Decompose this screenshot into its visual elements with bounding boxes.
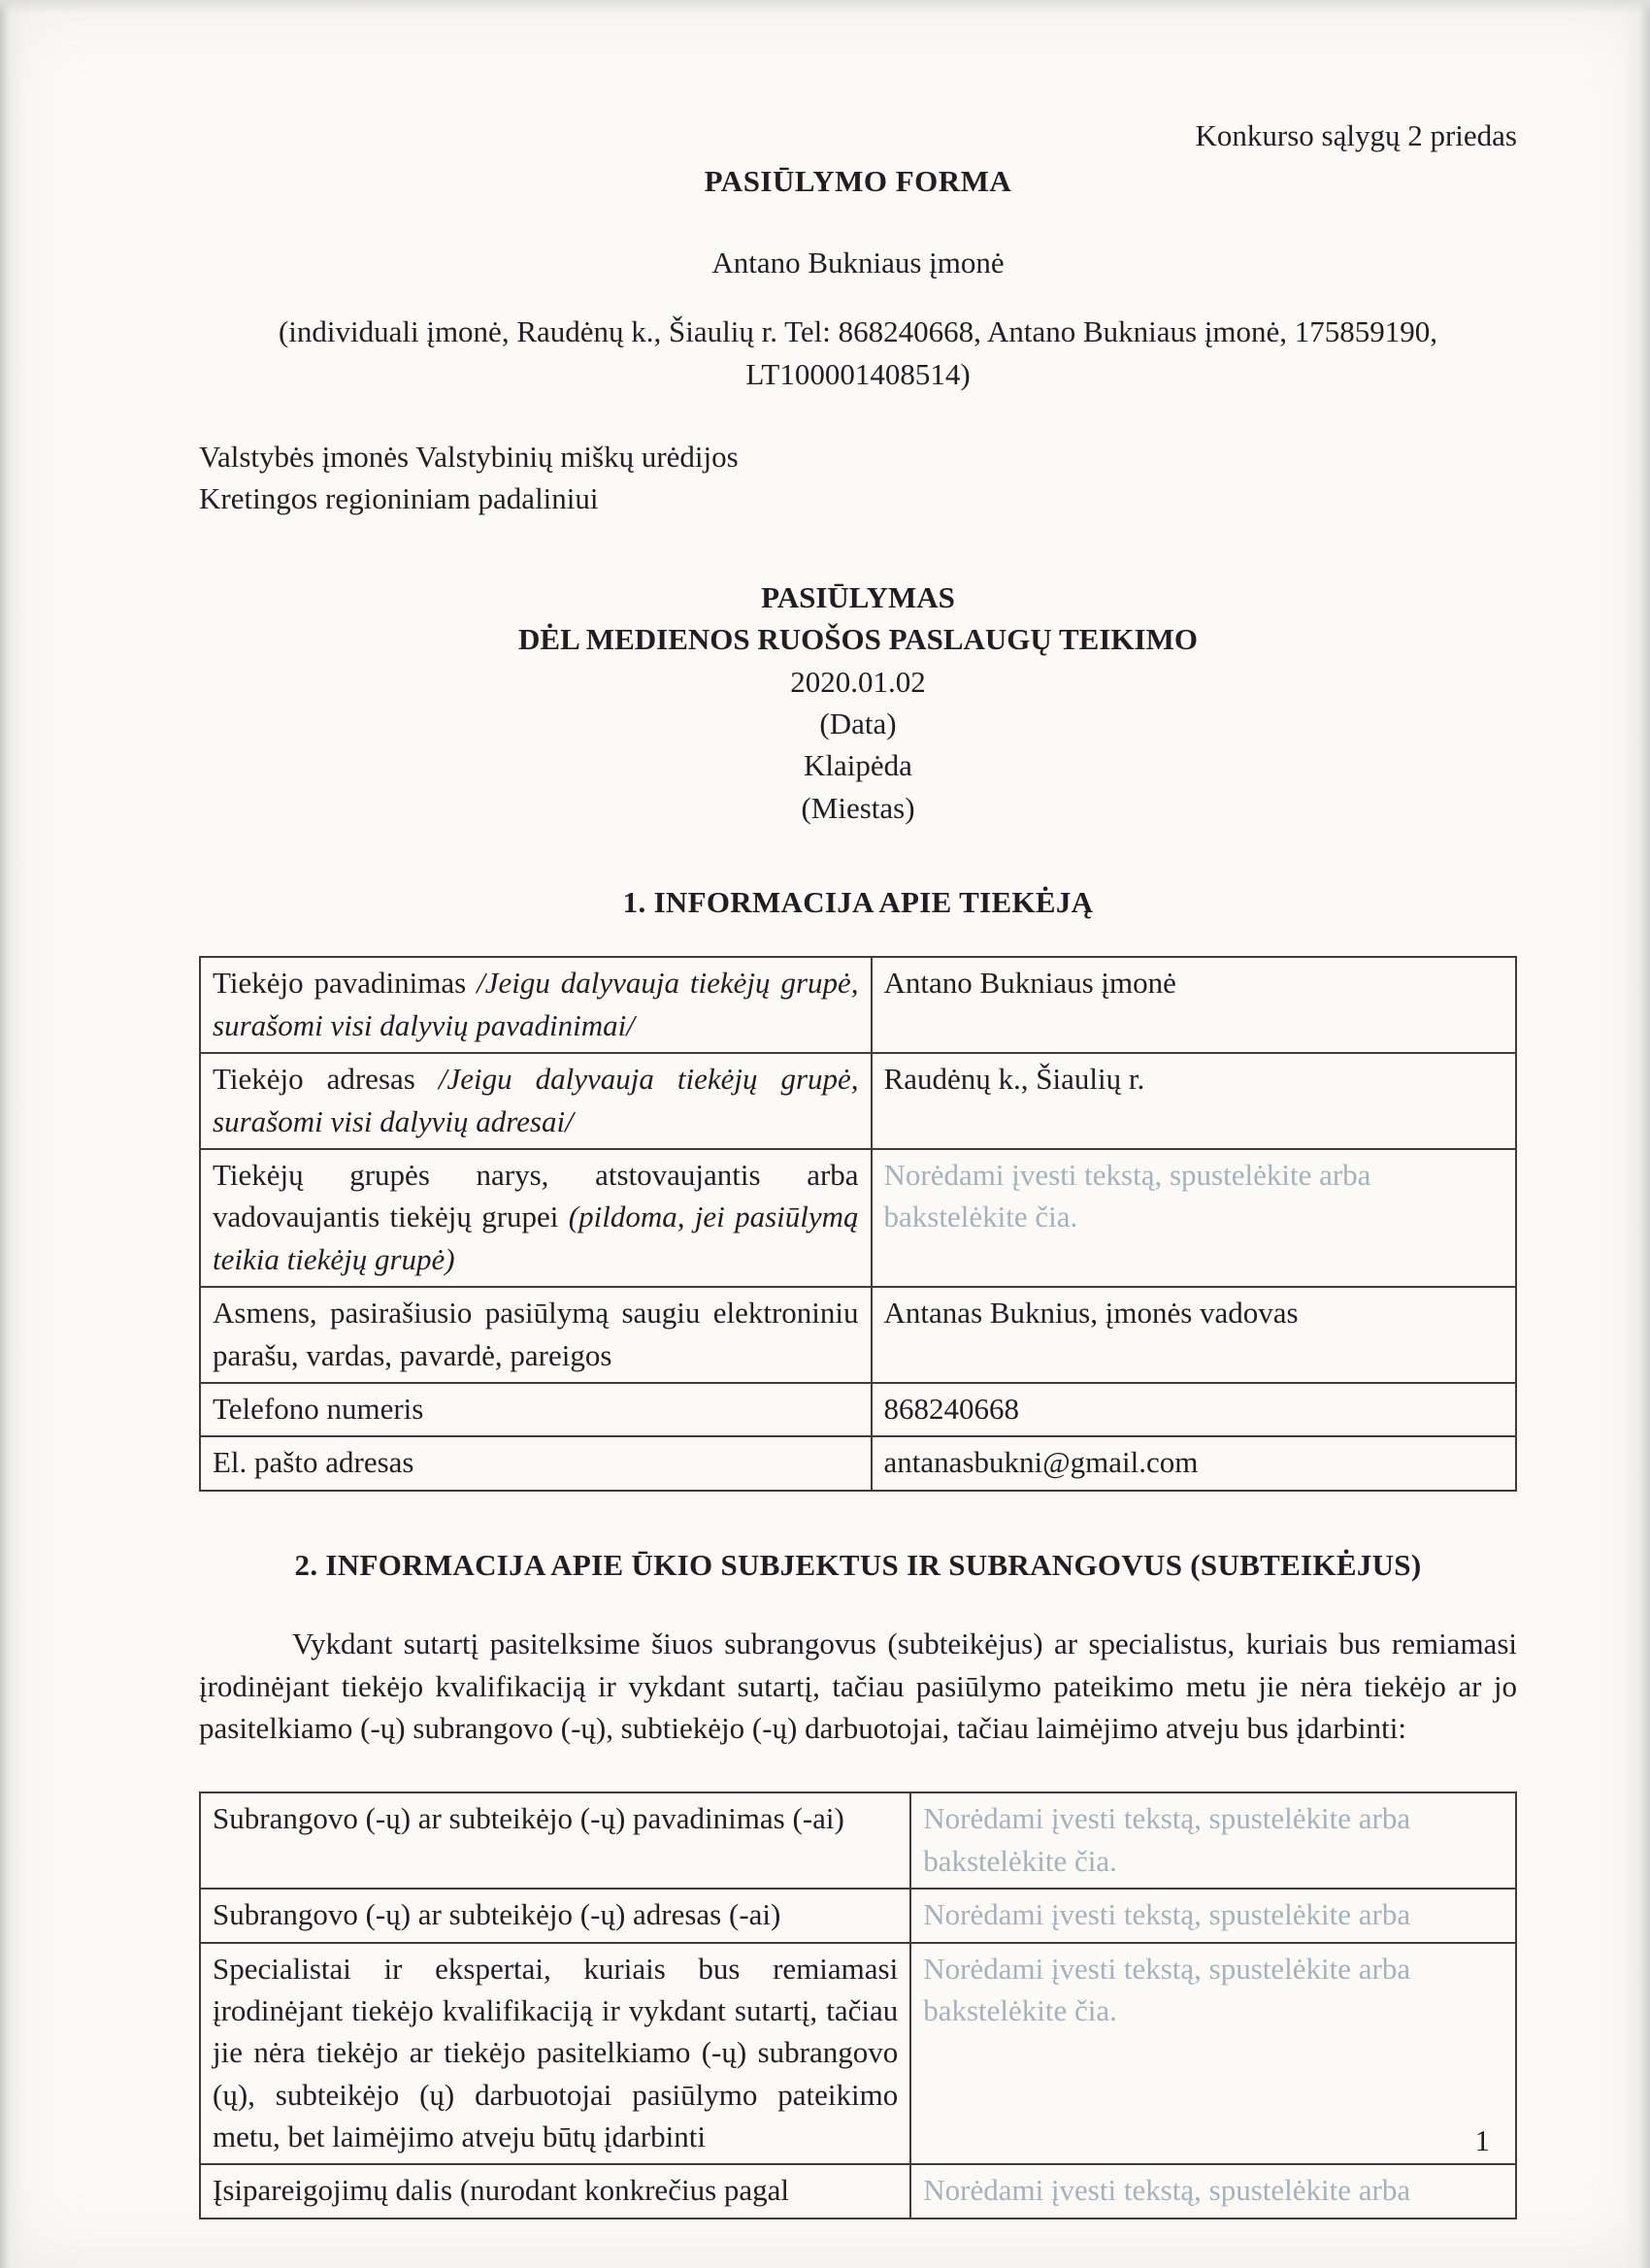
row-label: Tiekėjų grupės narys, atstovaujantis arba vadovaujantis tiekėjų grupei [213, 1158, 859, 1234]
table-row [200, 957, 1516, 1053]
row-label: Subrangovo (-ų) ar subteikėjo (-ų) adresas (-ai) [200, 1889, 910, 1942]
row-label: Subrangovo (-ų) ar subteikėjo (-ų) pavadinimas (-ai) [200, 1792, 910, 1889]
row-label-cell [200, 1053, 872, 1149]
row-label-cell [200, 957, 872, 1053]
table-row [200, 1889, 1516, 1942]
table-row [200, 1792, 1516, 1889]
supplier-info-table [199, 956, 1517, 1491]
row-label-cell [200, 1149, 872, 1287]
table-row [200, 2164, 1516, 2218]
row-label: El. pašto adresas [200, 1436, 872, 1490]
section2-paragraph: Vykdant sutartį pasitelksime šiuos subrangovus (subteikėjus) ar specialistus, kuriais bus remiamasi įrodinėjant tiekėjo kvalifikaciją ir vykdant sutartį, tačiau pasiūlymo pateikimo metu jie nėra tiekėjo ar jo pasitelkiamo (-ų) subrangovo (-ų), subtiekėjo (-ų) darbuotojai, tačiau laimėjimo atveju bus įdarbinti: [199, 1627, 1517, 1745]
row-input-placeholder[interactable]: Norėdami įvesti tekstą, spustelėkite arba [910, 2164, 1516, 2218]
table-row [200, 1149, 1516, 1287]
table-row [200, 1436, 1516, 1490]
document-content [199, 115, 1517, 2219]
row-value: Raudėnų k., Šiaulių r. [872, 1053, 1516, 1149]
page-number: 1 [1474, 2123, 1490, 2157]
row-value: Antanas Buknius, įmonės vadovas [872, 1287, 1516, 1383]
row-label: Tiekėjo adresas [213, 1062, 415, 1097]
row-value: Antano Bukniaus įmonė [872, 957, 1516, 1053]
proposal-heading-block [199, 576, 1517, 829]
table-row [200, 1053, 1516, 1149]
table-row [200, 1943, 1516, 2165]
proposal-title: PASIŪLYMAS [761, 579, 955, 614]
company-name: Antano Bukniaus įmonė [711, 245, 1005, 279]
row-value: antanasbukni@gmail.com [872, 1436, 1516, 1490]
proposal-date-label: (Data) [819, 706, 897, 740]
proposal-date: 2020.01.02 [790, 664, 926, 699]
recipient-line-2: Kretingos regioniniam padaliniui [199, 481, 599, 516]
form-title: PASIŪLYMO FORMA [704, 164, 1012, 199]
corner-note: Konkurso sąlygų 2 priedas [1195, 118, 1517, 152]
row-label-note: (pildoma, jei pasiūlymą teikia tiekėjų grupė) [213, 1200, 859, 1276]
proposal-city-label: (Miestas) [801, 790, 915, 825]
scan-edge-right [1625, 0, 1650, 2268]
section1-heading: 1. INFORMACIJA APIE TIEKĖJĄ [622, 885, 1094, 920]
row-value: 868240668 [872, 1383, 1516, 1436]
row-label: Telefono numeris [200, 1383, 872, 1436]
row-label: Tiekėjo pavadinimas [213, 966, 467, 1001]
row-input-placeholder[interactable]: Norėdami įvesti tekstą, spustelėkite arba bakstelėkite čia. [872, 1149, 1516, 1287]
proposal-subtitle: DĖL MEDIENOS RUOŠOS PASLAUGŲ TEIKIMO [518, 622, 1198, 657]
row-label: Specialistai ir ekspertai, kuriais bus remiamasi įrodinėjant tiekėjo kvalifikaciją ir vykdant sutartį, tačiau jie nėra tiekėjo ar tiekėjo pasitelkiamo (-ų) subrangovo (ų), subteikėjo (ų) darbuotojai pasiūlymo pateikimo metu, bet laimėjimo atveju būtų įdarbinti [200, 1943, 910, 2165]
table-row [200, 1383, 1516, 1436]
proposal-city: Klaipėda [804, 748, 912, 783]
row-input-placeholder[interactable]: Norėdami įvesti tekstą, spustelėkite arba [910, 1889, 1516, 1942]
scan-edge-left [0, 0, 25, 2268]
section2-heading: 2. INFORMACIJA APIE ŪKIO SUBJEKTUS IR SUBRANGOVUS (SUBTEIKĖJUS) [294, 1547, 1422, 1582]
row-label-note: /Jeigu dalyvauja tiekėjų grupė, surašomi visi dalyvių adresai/ [213, 1062, 859, 1138]
recipient-block [199, 436, 1517, 520]
row-input-placeholder[interactable]: Norėdami įvesti tekstą, spustelėkite arba bakstelėkite čia. [910, 1943, 1516, 2165]
company-details: (individuali įmonė, Raudėnų k., Šiaulių r. Tel: 868240668, Antano Bukniaus įmonė, 175859190, LT100001408514) [278, 314, 1438, 391]
subcontractors-table [199, 1791, 1517, 2219]
row-label: Asmens, pasirašiusio pasiūlymą saugiu elektroniniu parašu, vardas, pavardė, pareigos [200, 1287, 872, 1383]
table-row [200, 1287, 1516, 1383]
scan-edge-top [0, 0, 1650, 14]
row-input-placeholder[interactable]: Norėdami įvesti tekstą, spustelėkite arba bakstelėkite čia. [910, 1792, 1516, 1889]
recipient-line-1: Valstybės įmonės Valstybinių miškų urėdijos [199, 439, 739, 474]
row-label-note: /Jeigu dalyvauja tiekėjų grupė, surašomi visi dalyvių pavadinimai/ [213, 966, 859, 1042]
row-label: Įsipareigojimų dalis (nurodant konkrečius pagal [200, 2164, 910, 2218]
